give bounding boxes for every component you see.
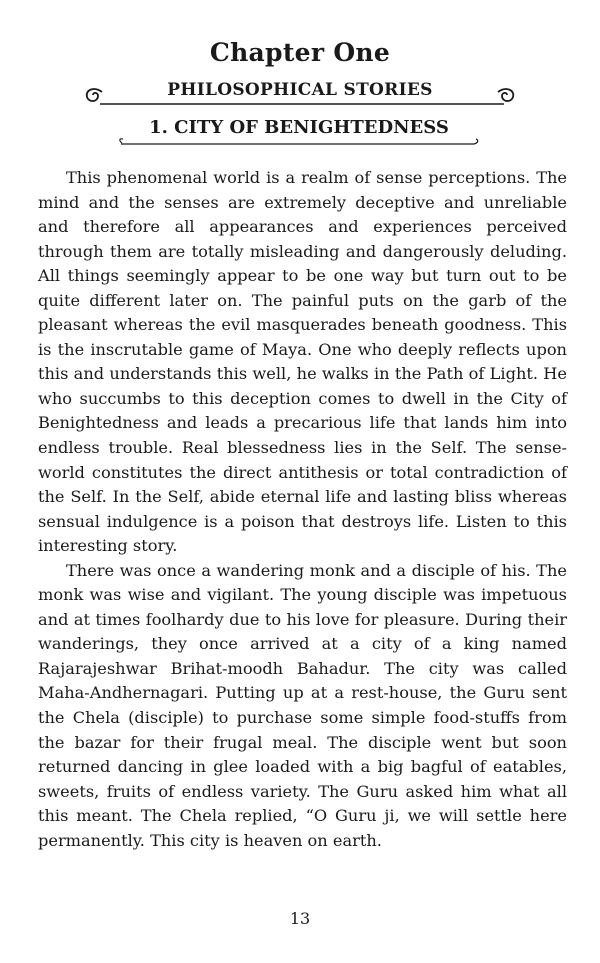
body-text (38, 166, 567, 853)
section-header (80, 78, 520, 110)
page-number: 13 (289, 909, 311, 928)
chapter-title: Chapter One (209, 38, 391, 67)
story-header (116, 114, 482, 150)
paragraph: This phenomenal world is a realm of sense perceptions. The mind and the senses are extremely deceptive and unreliable and therefore all appearances and experiences perceived through them are totally misleading and dangerously deluding. All things seemingly appear to be one way but turn out to be quite different later on. The painful puts on the garb of the pleasant whereas the evil masquerades beneath goodness. This is the inscrutable game of Maya. One who deeply reflects upon this and understands this well, he walks in the Path of Light. He who succumbs to this deception comes to dwell in the City of Benightedness and leads a precarious life that lands him into endless trouble. Real blessedness lies in the Self. The sense-world constitutes the direct antithesis or total contradiction of the Self. In the Self, abide eternal life and lasting bliss whereas sensual indulgence is a poison that destroys life. Listen to this interesting story. (38, 168, 567, 556)
section-title: PHILOSOPHICAL STORIES (167, 80, 433, 100)
story-title: 1. CITY OF BENIGHTEDNESS (149, 117, 449, 138)
paragraph: There was once a wandering monk and a disciple of his. The monk was wise and vigilant. The young disciple was impetuous and at times foolhardy due to his love for pleasure. During their wanderings, they once arrived at a city of a king named Rajarajeshwar Brihat-moodh Bahadur. The city was called Maha-Andhernagari. Putting up at a rest-house, the Guru sent the Chela (disciple) to purchase some simple food-stuffs from the bazar for their frugal meal. The disciple went but soon returned dancing in glee loaded with a big bagful of eatables, sweets, fruits of endless variety. The Guru asked him what all this meant. The Chela replied, “O Guru ji, we will settle here permanently. This city is heaven on earth. (38, 560, 567, 850)
